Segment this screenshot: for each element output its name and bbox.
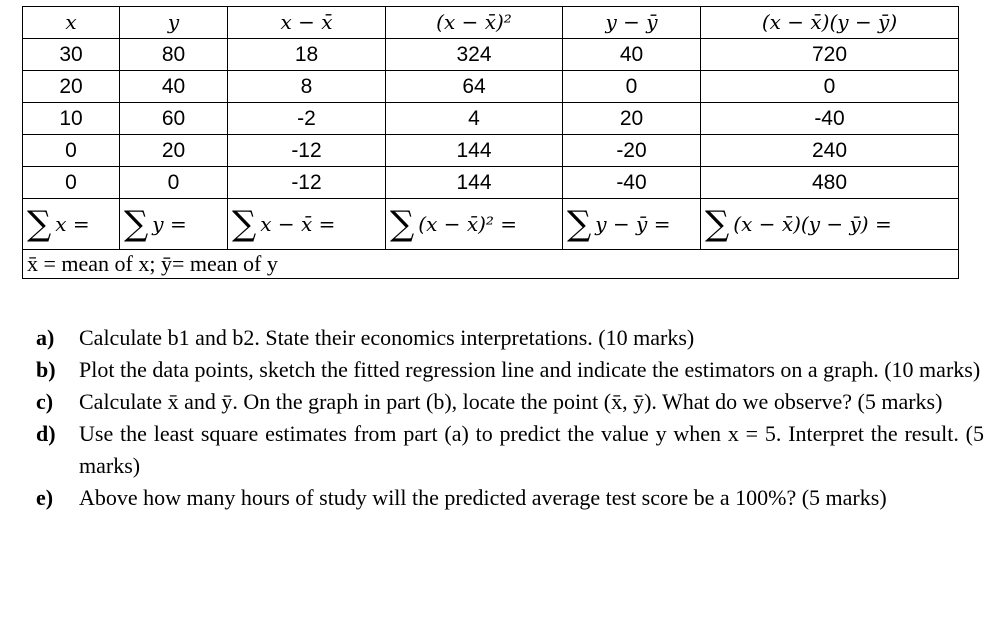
sum-row [23,199,959,250]
question-text: Use the least square estimates from part (a) to predict the value y when x = 5. Interpret the result. (5 marks) [79,421,984,478]
question-item [36,322,984,354]
question-list [36,322,984,514]
question-text: Calculate b1 and b2. State their economics interpretations. (10 marks) [79,325,695,350]
table-cell: 324 [386,39,563,71]
sigma-symbol: ∑ [124,204,149,244]
table-cell: 144 [386,167,563,199]
table-cell: 0 [23,135,120,167]
question-text: Calculate x̄ and ȳ. On the graph in part (b), locate the point (x̄, ȳ). What do we observe? (5 marks) [79,389,943,414]
table-cell: 240 [701,135,959,167]
sum-cell-x-dev [228,199,386,250]
header-xy-dev-product: (x − x̄)(y − ȳ) [701,7,959,39]
table-cell: -40 [701,103,959,135]
table-row [23,103,959,135]
table-cell: 10 [23,103,120,135]
question-marker: b) [36,357,56,382]
table-cell: 60 [120,103,228,135]
table-cell: 18 [228,39,386,71]
table-cell: 720 [701,39,959,71]
table-header-row [23,7,959,39]
sum-expression: y = [152,212,187,236]
sum-expression: x = [55,212,90,236]
sum-cell-y [120,199,228,250]
sum-expression: y − ȳ = [595,212,671,236]
table-cell: 30 [23,39,120,71]
header-x: x [23,7,120,39]
table-cell: 0 [563,71,701,103]
table-row [23,167,959,199]
sigma-symbol: ∑ [390,204,415,244]
mean-definition-note: x̄ = mean of x; ȳ= mean of y [23,250,959,279]
table-cell: -40 [563,167,701,199]
table-cell: 20 [563,103,701,135]
header-y-dev: y − ȳ [563,7,701,39]
table-row [23,71,959,103]
question-item [36,354,984,386]
table-cell: 4 [386,103,563,135]
table-cell: 144 [386,135,563,167]
table-row [23,135,959,167]
question-item [36,386,984,418]
question-text: Above how many hours of study will the predicted average test score be a 100%? (5 marks) [79,485,887,510]
table-cell: 80 [120,39,228,71]
sum-expression: (x − x̄)² = [418,212,518,236]
table-cell: 480 [701,167,959,199]
sum-expression: x − x̄ = [260,212,336,236]
question-marker: d) [36,421,56,446]
header-x-dev: x − x̄ [228,7,386,39]
table-cell: 0 [23,167,120,199]
question-marker: a) [36,325,55,350]
header-y: y [120,7,228,39]
regression-table [22,6,959,279]
table-cell: 40 [120,71,228,103]
table-cell: 0 [120,167,228,199]
table-cell: -20 [563,135,701,167]
sum-cell-x [23,199,120,250]
question-item [36,482,984,514]
sigma-symbol: ∑ [27,204,52,244]
table-cell: 20 [23,71,120,103]
question-text: Plot the data points, sketch the fitted regression line and indicate the estimators on a graph. (10 marks) [79,357,981,382]
table-cell: 64 [386,71,563,103]
sum-expression: (x − x̄)(y − ȳ) = [733,212,892,236]
table-cell: -2 [228,103,386,135]
sigma-symbol: ∑ [567,204,592,244]
table-cell: -12 [228,167,386,199]
question-marker: c) [36,389,54,414]
sum-cell-x-dev-sq [386,199,563,250]
table-cell: -12 [228,135,386,167]
note-row [23,250,959,279]
sigma-symbol: ∑ [232,204,257,244]
sum-cell-xy-dev-product [701,199,959,250]
sigma-symbol: ∑ [705,204,730,244]
header-x-dev-sq: (x − x̄)² [386,7,563,39]
table-cell: 8 [228,71,386,103]
table-cell: 20 [120,135,228,167]
sum-cell-y-dev [563,199,701,250]
table-row [23,39,959,71]
question-item [36,418,984,482]
question-marker: e) [36,485,54,510]
table-cell: 0 [701,71,959,103]
table-cell: 40 [563,39,701,71]
